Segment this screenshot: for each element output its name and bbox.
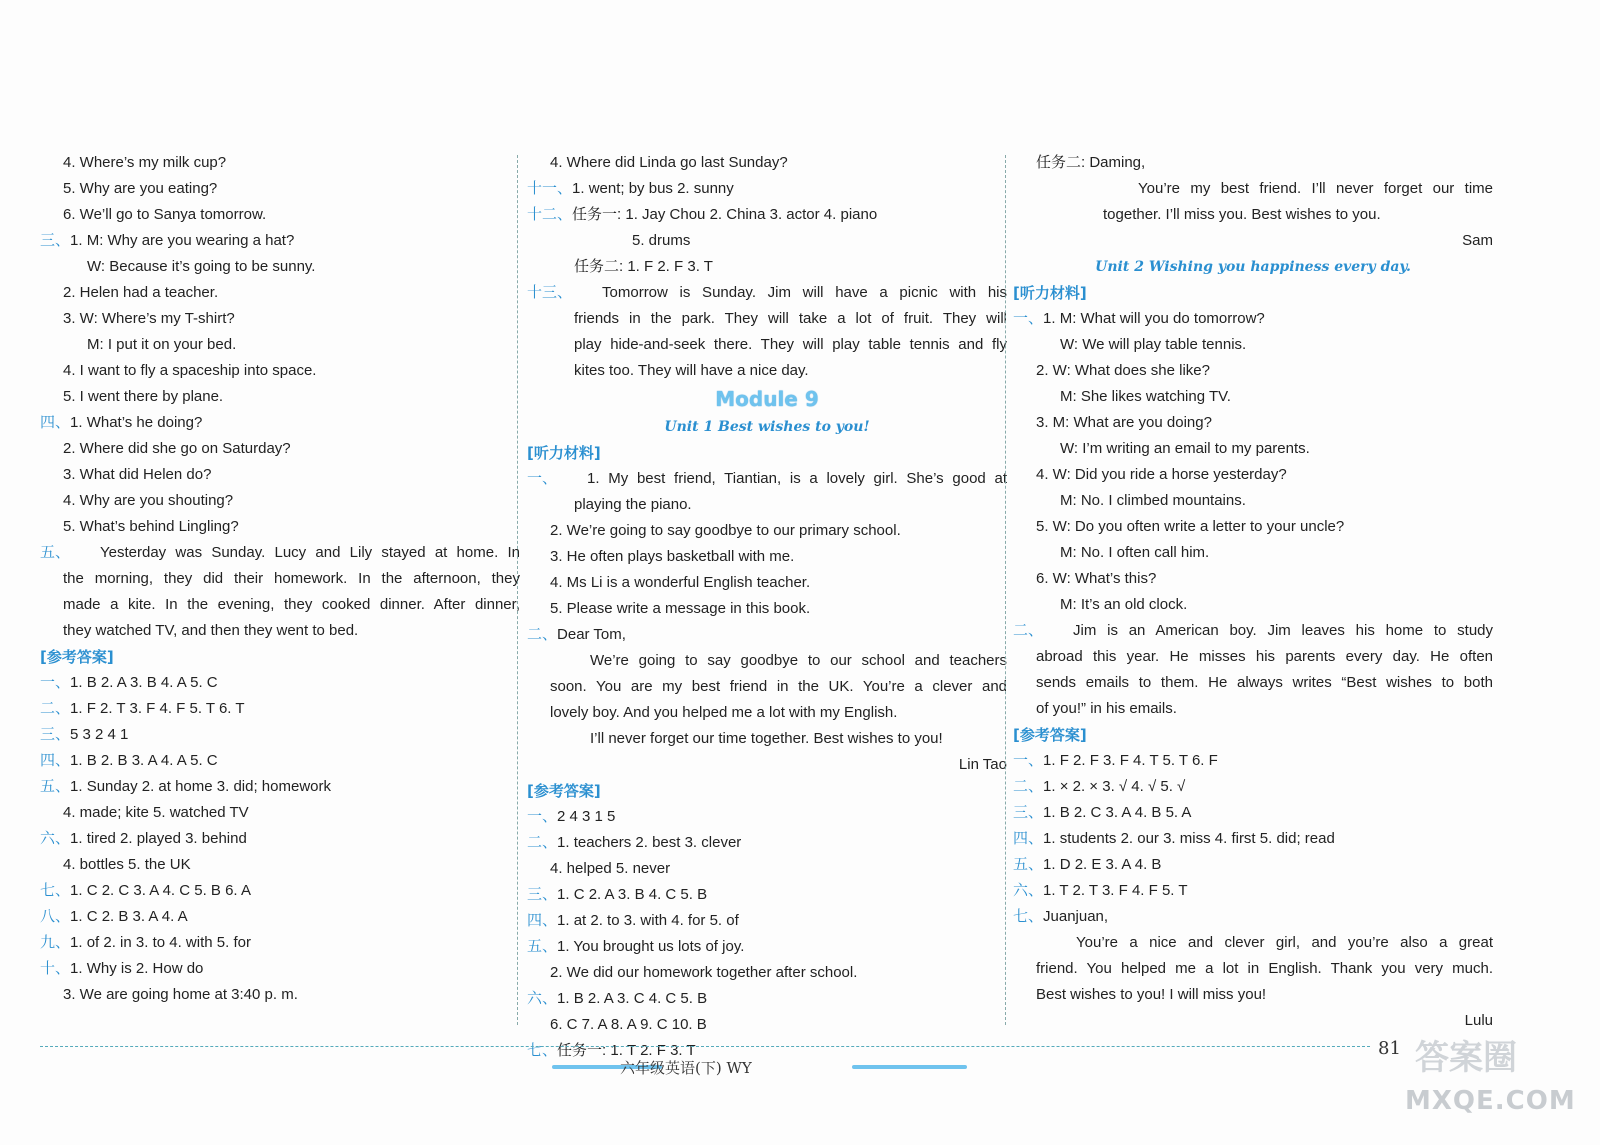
line-text: 1. M: Why are you wearing a hat? bbox=[70, 232, 295, 249]
text-line bbox=[40, 748, 520, 774]
question-number: 五、 bbox=[527, 938, 558, 955]
text-line bbox=[40, 826, 520, 852]
text-line bbox=[527, 986, 1007, 1012]
text-line bbox=[40, 722, 520, 748]
text-line bbox=[1013, 514, 1493, 540]
line-text: 2. Where did she go on Saturday? bbox=[63, 440, 291, 457]
line-text: Jim is an American boy. Jim leaves his home to study bbox=[1073, 622, 1493, 639]
text-line bbox=[527, 358, 1007, 384]
line-text: You’re my best friend. I’ll never forget our time bbox=[1138, 180, 1493, 197]
line-text: 1. M: What will you do tomorrow? bbox=[1043, 310, 1265, 327]
question-number: 三、 bbox=[40, 232, 71, 249]
question-number: 十三、 bbox=[527, 284, 573, 301]
footer-title: 六年级英语(下) WY bbox=[620, 1059, 752, 1077]
text-line bbox=[1013, 540, 1493, 566]
text-line bbox=[1013, 774, 1493, 800]
line-text: Dear Tom, bbox=[557, 626, 626, 643]
text-line bbox=[1013, 592, 1493, 618]
text-line bbox=[40, 930, 520, 956]
line-text: 1. Why is 2. How do bbox=[70, 960, 204, 977]
question-number: 一、 bbox=[1013, 310, 1044, 327]
line-text: the morning, they did their homework. In the afternoon, they bbox=[63, 570, 520, 587]
line-text: 2. Helen had a teacher. bbox=[63, 284, 219, 301]
question-number: 七、 bbox=[527, 1042, 558, 1059]
text-line bbox=[527, 306, 1007, 332]
text-line bbox=[527, 202, 1007, 228]
column-divider bbox=[517, 155, 518, 1025]
text-line bbox=[40, 566, 520, 592]
line-text: M: She likes watching TV. bbox=[1060, 388, 1231, 405]
question-number: 六、 bbox=[40, 830, 71, 847]
question-number: 十一、 bbox=[527, 180, 573, 197]
line-text: they watched TV, and then they went to bed. bbox=[63, 622, 359, 639]
line-text: 5. W: Do you often write a letter to your uncle? bbox=[1036, 518, 1345, 535]
line-text: M: It’s an old clock. bbox=[1060, 596, 1188, 613]
text-line bbox=[40, 202, 520, 228]
text-line bbox=[527, 466, 1007, 492]
question-number: 五、 bbox=[1013, 856, 1044, 873]
line-text: lovely boy. And you helped me a lot with my English. bbox=[550, 704, 898, 721]
text-line bbox=[527, 752, 1007, 778]
watermark-bottom: MXQE.COM bbox=[1405, 1086, 1576, 1116]
question-number: 三、 bbox=[1013, 804, 1044, 821]
text-line bbox=[40, 774, 520, 800]
line-text: 5. drums bbox=[632, 232, 691, 249]
text-line bbox=[40, 540, 520, 566]
line-text: of you!” in his emails. bbox=[1036, 700, 1177, 717]
section-label: [参考答案] bbox=[1013, 726, 1087, 744]
text-line bbox=[40, 904, 520, 930]
line-text: made a kite. In the evening, they cooked dinner. After dinner, bbox=[63, 596, 520, 613]
line-text: 任务二: 1. F 2. F 3. T bbox=[574, 258, 713, 275]
text-line bbox=[527, 176, 1007, 202]
text-line bbox=[1013, 436, 1493, 462]
line-text: Yesterday was Sunday. Lucy and Lily stayed at home. In bbox=[100, 544, 520, 561]
text-line bbox=[1013, 904, 1493, 930]
question-number: 四、 bbox=[40, 752, 71, 769]
text-line bbox=[40, 254, 520, 280]
page-number: 81 bbox=[1378, 1038, 1401, 1059]
line-text: 1. D 2. E 3. A 4. B bbox=[1043, 856, 1162, 873]
line-text: We’re going to say goodbye to our school and teachers bbox=[590, 652, 1007, 669]
text-line bbox=[1013, 852, 1493, 878]
line-text: 1. of 2. in 3. to 4. with 5. for bbox=[70, 934, 251, 951]
question-number: 六、 bbox=[1013, 882, 1044, 899]
line-text: 4. made; kite 5. watched TV bbox=[63, 804, 249, 821]
text-line bbox=[527, 570, 1007, 596]
text-line bbox=[40, 878, 520, 904]
line-text: sends emails to them. He always writes “Best wishes to both bbox=[1036, 674, 1493, 691]
question-number: 一、 bbox=[527, 470, 558, 487]
text-line bbox=[1013, 878, 1493, 904]
line-text: 1. Sunday 2. at home 3. did; homework bbox=[70, 778, 331, 795]
text-line bbox=[527, 648, 1007, 674]
text-line bbox=[1013, 306, 1493, 332]
line-text: Lin Tao bbox=[958, 756, 1007, 773]
line-text: 5 3 2 4 1 bbox=[70, 726, 129, 743]
text-line bbox=[40, 592, 520, 618]
text-line bbox=[1013, 228, 1493, 254]
line-text: Lulu bbox=[1464, 1012, 1493, 1029]
line-text: 1. × 2. × 3. √ 4. √ 5. √ bbox=[1043, 778, 1186, 795]
text-line bbox=[527, 856, 1007, 882]
text-line bbox=[1013, 488, 1493, 514]
text-line bbox=[527, 1038, 1007, 1064]
line-text: 任务一: 1. T 2. F 3. T bbox=[557, 1042, 696, 1059]
line-text: 1. What’s he doing? bbox=[70, 414, 203, 431]
line-text: 5. Please write a message in this book. bbox=[550, 600, 811, 617]
line-text: 2. We’re going to say goodbye to our primary school. bbox=[550, 522, 901, 539]
text-line bbox=[40, 488, 520, 514]
question-number: 十二、 bbox=[527, 206, 573, 223]
footer-rule bbox=[40, 1046, 1370, 1047]
text-line bbox=[40, 436, 520, 462]
text-line bbox=[40, 696, 520, 722]
text-line bbox=[527, 960, 1007, 986]
line-text: 5. What’s behind Lingling? bbox=[63, 518, 239, 535]
line-text: 6. C 7. A 8. A 9. C 10. B bbox=[550, 1016, 707, 1033]
question-number: 八、 bbox=[40, 908, 71, 925]
text-line bbox=[527, 228, 1007, 254]
text-line bbox=[1013, 618, 1493, 644]
text-line bbox=[40, 176, 520, 202]
section-label: [听力材料] bbox=[1013, 284, 1087, 302]
column-1 bbox=[40, 150, 520, 1008]
line-text: 6. We’ll go to Sanya tomorrow. bbox=[63, 206, 267, 223]
text-line bbox=[1013, 982, 1493, 1008]
text-line bbox=[40, 410, 520, 436]
line-text: 3. What did Helen do? bbox=[63, 466, 212, 483]
line-text: 3. We are going home at 3:40 p. m. bbox=[63, 986, 298, 1003]
question-number: 五、 bbox=[40, 778, 71, 795]
line-text: together. I’ll miss you. Best wishes to you. bbox=[1103, 206, 1381, 223]
text-line bbox=[527, 700, 1007, 726]
question-number: 三、 bbox=[527, 886, 558, 903]
line-text: 1. F 2. T 3. F 4. F 5. T 6. T bbox=[70, 700, 245, 717]
module-heading: Module 9 bbox=[715, 387, 819, 411]
line-text: 1. T 2. T 3. F 4. F 5. T bbox=[1043, 882, 1188, 899]
line-text: 任务二: Daming, bbox=[1036, 154, 1146, 171]
section-label: [参考答案] bbox=[527, 782, 601, 800]
line-text: 1. B 2. C 3. A 4. B 5. A bbox=[1043, 804, 1192, 821]
question-number: 一、 bbox=[40, 674, 71, 691]
question-number: 一、 bbox=[527, 808, 558, 825]
question-number: 六、 bbox=[527, 990, 558, 1007]
line-text: 1. C 2. A 3. B 4. C 5. B bbox=[557, 886, 708, 903]
text-line bbox=[527, 280, 1007, 306]
text-line bbox=[1013, 748, 1493, 774]
text-line bbox=[527, 492, 1007, 518]
text-line bbox=[40, 514, 520, 540]
question-number: 三、 bbox=[40, 726, 71, 743]
line-text: abroad this year. He misses his parents every day. He often bbox=[1036, 648, 1493, 665]
text-line bbox=[40, 956, 520, 982]
line-text: 2. We did our homework together after school. bbox=[550, 964, 858, 981]
text-line bbox=[1013, 696, 1493, 722]
line-text: 1. B 2. B 3. A 4. A 5. C bbox=[70, 752, 218, 769]
line-text: 6. W: What’s this? bbox=[1036, 570, 1157, 587]
text-line bbox=[527, 934, 1007, 960]
question-number: 四、 bbox=[40, 414, 71, 431]
text-line bbox=[40, 384, 520, 410]
line-text: 4. Why are you shouting? bbox=[63, 492, 234, 509]
text-line bbox=[1013, 566, 1493, 592]
question-number: 九、 bbox=[40, 934, 71, 951]
text-line bbox=[40, 852, 520, 878]
text-line bbox=[1013, 358, 1493, 384]
text-line bbox=[527, 726, 1007, 752]
line-text: 4. bottles 5. the UK bbox=[63, 856, 191, 873]
line-text: 3. M: What are you doing? bbox=[1036, 414, 1212, 431]
question-number: 二、 bbox=[527, 834, 558, 851]
line-text: 1. F 2. F 3. F 4. T 5. T 6. F bbox=[1043, 752, 1218, 769]
line-text: M: I put it on your bed. bbox=[87, 336, 237, 353]
line-text: 1. B 2. A 3. B 4. A 5. C bbox=[70, 674, 218, 691]
line-text: M: No. I climbed mountains. bbox=[1060, 492, 1246, 509]
text-line bbox=[40, 462, 520, 488]
text-line bbox=[1013, 176, 1493, 202]
text-line bbox=[40, 306, 520, 332]
text-line bbox=[1013, 670, 1493, 696]
text-line bbox=[40, 228, 520, 254]
text-line bbox=[1013, 930, 1493, 956]
question-number: 十、 bbox=[40, 960, 71, 977]
line-text: 5. Why are you eating? bbox=[63, 180, 218, 197]
line-text: 1. C 2. C 3. A 4. C 5. B 6. A bbox=[70, 882, 251, 899]
question-number: 二、 bbox=[1013, 778, 1044, 795]
line-text: M: No. I often call him. bbox=[1060, 544, 1210, 561]
line-text: 2. W: What does she like? bbox=[1036, 362, 1210, 379]
line-text: friend. You helped me a lot in English. Thank you very much. bbox=[1036, 960, 1493, 977]
column-3 bbox=[1013, 150, 1493, 1034]
text-line bbox=[527, 622, 1007, 648]
line-text: W: Because it’s going to be sunny. bbox=[87, 258, 316, 275]
question-number: 四、 bbox=[1013, 830, 1044, 847]
column-2 bbox=[527, 150, 1007, 1064]
line-text: 1. went; by bus 2. sunny bbox=[572, 180, 734, 197]
line-text: Tomorrow is Sunday. Jim will have a picnic with his bbox=[602, 284, 1007, 301]
text-line bbox=[1013, 384, 1493, 410]
question-number: 二、 bbox=[1013, 622, 1044, 639]
line-text: kites too. They will have a nice day. bbox=[574, 362, 809, 379]
text-line bbox=[40, 800, 520, 826]
section-label: [参考答案] bbox=[40, 648, 114, 666]
text-line bbox=[527, 908, 1007, 934]
text-line bbox=[1013, 332, 1493, 358]
text-line bbox=[527, 674, 1007, 700]
watermark-logo bbox=[1405, 1030, 1576, 1120]
line-text: Sam bbox=[1462, 232, 1493, 249]
text-line bbox=[527, 150, 1007, 176]
line-text: Best wishes to you! I will miss you! bbox=[1036, 986, 1267, 1003]
line-text: 4. helped 5. never bbox=[550, 860, 671, 877]
line-text: 2 4 3 1 5 bbox=[557, 808, 616, 825]
line-text: 1. B 2. A 3. C 4. C 5. B bbox=[557, 990, 708, 1007]
line-text: 3. He often plays basketball with me. bbox=[550, 548, 795, 565]
unit-heading: Unit 1 Best wishes to you! bbox=[664, 419, 870, 435]
text-line bbox=[527, 544, 1007, 570]
text-line bbox=[40, 332, 520, 358]
line-text: play hide-and-seek there. They will play table tennis and fly bbox=[574, 336, 1007, 353]
text-line bbox=[40, 670, 520, 696]
text-line bbox=[1013, 956, 1493, 982]
column-divider bbox=[1005, 155, 1006, 1025]
text-line bbox=[1013, 644, 1493, 670]
text-line bbox=[1013, 150, 1493, 176]
line-text: playing the piano. bbox=[574, 496, 692, 513]
line-text: Juanjuan, bbox=[1043, 908, 1109, 925]
question-number: 五、 bbox=[40, 544, 71, 561]
text-line bbox=[527, 254, 1007, 280]
line-text: 4. I want to fly a spaceship into space. bbox=[63, 362, 317, 379]
line-text: W: We will play table tennis. bbox=[1060, 336, 1247, 353]
line-text: 4. Ms Li is a wonderful English teacher. bbox=[550, 574, 811, 591]
question-number: 一、 bbox=[1013, 752, 1044, 769]
text-line bbox=[1013, 826, 1493, 852]
question-number: 二、 bbox=[527, 626, 558, 643]
line-text: soon. You are my best friend in the UK. You’re a clever and bbox=[550, 678, 1007, 695]
text-line bbox=[40, 150, 520, 176]
text-line bbox=[1013, 410, 1493, 436]
text-line bbox=[40, 358, 520, 384]
line-text: I’ll never forget our time together. Best wishes to you! bbox=[590, 730, 943, 747]
line-text: 1. at 2. to 3. with 4. for 5. of bbox=[557, 912, 739, 929]
line-text: 1. teachers 2. best 3. clever bbox=[557, 834, 742, 851]
text-line bbox=[40, 982, 520, 1008]
unit-heading: Unit 2 Wishing you happiness every day. bbox=[1095, 259, 1411, 275]
line-text: 1. students 2. our 3. miss 4. first 5. did; read bbox=[1043, 830, 1335, 847]
question-number: 七、 bbox=[40, 882, 71, 899]
line-text: 5. I went there by plane. bbox=[63, 388, 224, 405]
line-text: 4. Where did Linda go last Sunday? bbox=[550, 154, 788, 171]
text-line bbox=[527, 332, 1007, 358]
text-line bbox=[527, 518, 1007, 544]
question-number: 七、 bbox=[1013, 908, 1044, 925]
watermark-top: 答案圈 bbox=[1415, 1038, 1517, 1078]
line-text: 4. W: Did you ride a horse yesterday? bbox=[1036, 466, 1287, 483]
text-line bbox=[527, 830, 1007, 856]
text-line bbox=[527, 1012, 1007, 1038]
footer-bar-right bbox=[852, 1065, 967, 1069]
text-line bbox=[40, 618, 520, 644]
line-text: W: I’m writing an email to my parents. bbox=[1060, 440, 1310, 457]
text-line bbox=[527, 804, 1007, 830]
text-line bbox=[527, 596, 1007, 622]
text-line bbox=[527, 882, 1007, 908]
line-text: 任务一: 1. Jay Chou 2. China 3. actor 4. piano bbox=[572, 206, 878, 223]
text-line bbox=[40, 280, 520, 306]
question-number: 二、 bbox=[40, 700, 71, 717]
text-line bbox=[1013, 462, 1493, 488]
line-text: 1. You brought us lots of joy. bbox=[557, 938, 745, 955]
line-text: 1. tired 2. played 3. behind bbox=[70, 830, 247, 847]
text-line bbox=[1013, 800, 1493, 826]
line-text: 1. My best friend, Tiantian, is a lovely girl. She’s good at bbox=[587, 470, 1007, 487]
section-label: [听力材料] bbox=[527, 444, 601, 462]
text-line bbox=[1013, 202, 1493, 228]
line-text: 3. W: Where’s my T-shirt? bbox=[63, 310, 235, 327]
line-text: 4. Where’s my milk cup? bbox=[63, 154, 227, 171]
question-number: 四、 bbox=[527, 912, 558, 929]
line-text: You’re a nice and clever girl, and you’re also a great bbox=[1076, 934, 1493, 951]
line-text: friends in the park. They will take a lot of fruit. They will bbox=[574, 310, 1007, 327]
line-text: 1. C 2. B 3. A 4. A bbox=[70, 908, 188, 925]
